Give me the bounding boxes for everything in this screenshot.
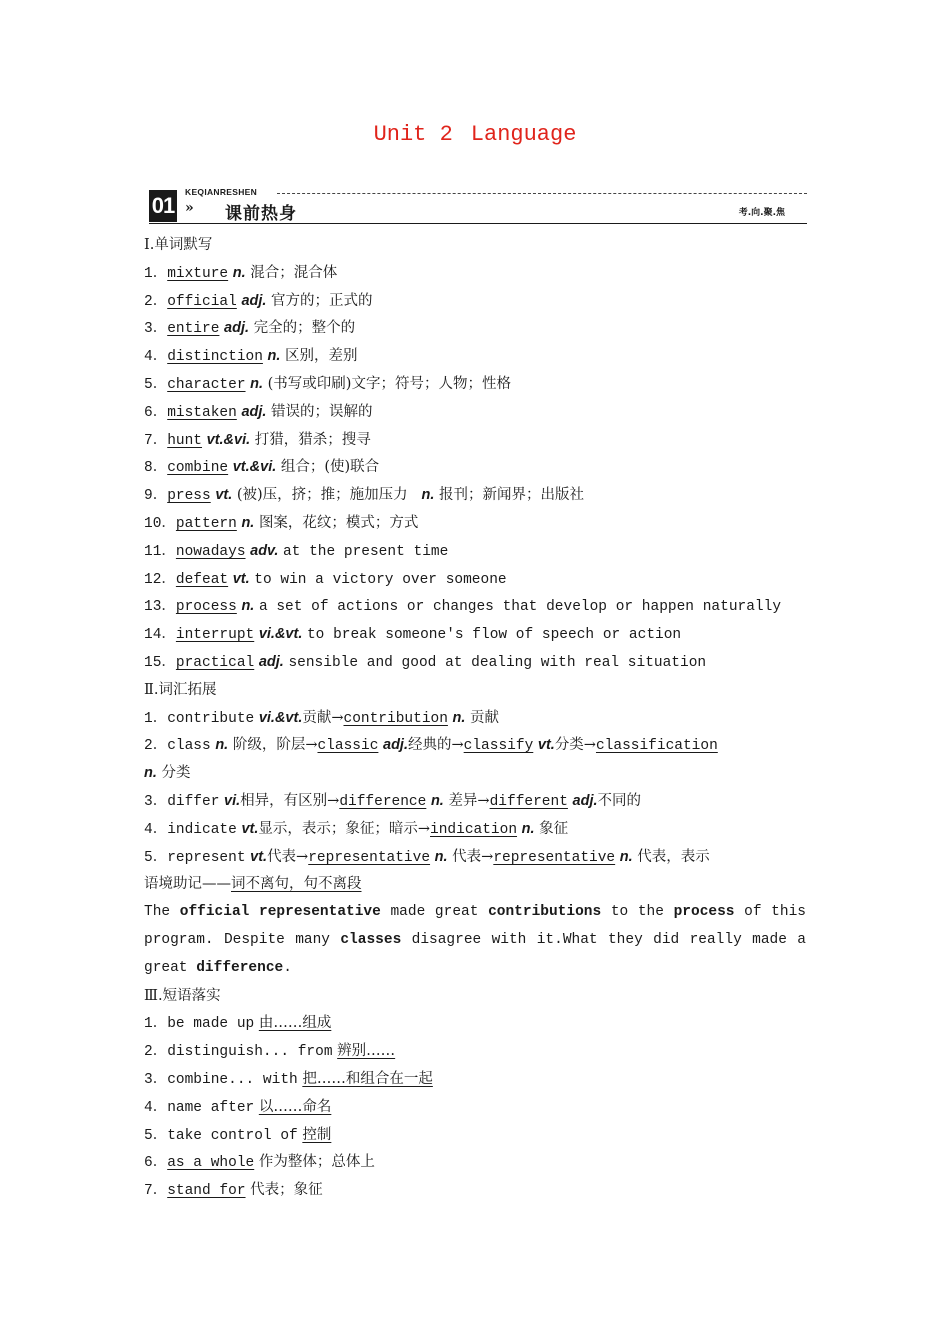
key-word: official xyxy=(179,904,250,921)
item-number: 10． xyxy=(144,515,176,532)
unit-number: Unit 2 xyxy=(373,122,453,147)
page-title xyxy=(0,122,950,147)
banner-title: 课前热身 xyxy=(225,204,297,224)
section-banner xyxy=(149,187,807,225)
answer-blank: practical xyxy=(175,654,255,671)
context-text: to the xyxy=(601,904,674,921)
worksheet-content xyxy=(144,232,808,1205)
word-row xyxy=(144,371,808,399)
answer-blank: different xyxy=(489,793,568,810)
definition: (书写或印刷)文字；符号；人物；性格 xyxy=(267,375,511,392)
word-row xyxy=(144,538,808,566)
phrase-row xyxy=(144,1094,808,1122)
answer-blank: 控制 xyxy=(302,1126,332,1143)
phrase-row xyxy=(144,1066,808,1094)
answer-blank: classification xyxy=(595,738,718,755)
item-number: 4． xyxy=(144,349,168,366)
word-row xyxy=(144,399,808,427)
answer-blank: character xyxy=(167,376,246,393)
answer-blank: as a whole xyxy=(167,1155,255,1172)
part-of-speech: n. xyxy=(241,514,255,531)
context-text xyxy=(249,904,259,920)
item-number: 6． xyxy=(144,1155,168,1172)
phrase-meaning: 作为整体；总体上 xyxy=(258,1154,375,1171)
item-number: 8． xyxy=(144,460,168,477)
item-number: 1． xyxy=(144,1016,168,1033)
answer-blank: official xyxy=(167,293,237,310)
definition: a set of actions or changes that develop or happen naturally xyxy=(258,599,782,616)
answer-blank: defeat xyxy=(175,571,229,588)
answer-blank: 以……命名 xyxy=(258,1098,332,1115)
part-of-speech: n. xyxy=(250,375,264,392)
section-number-badge: 01 xyxy=(149,190,177,222)
item-number: 7． xyxy=(144,432,168,449)
phrase-row xyxy=(144,1010,808,1038)
part-of-speech: adv. xyxy=(250,542,279,559)
vocab-row: 3．differ vi.相异，有区别→difference n. 差异→different adj.不同的 xyxy=(144,792,642,810)
part-of-speech: adj. xyxy=(258,653,284,670)
part-of-speech: vt. xyxy=(215,487,233,504)
key-word: process xyxy=(673,904,735,921)
word-row xyxy=(144,593,808,621)
word-row xyxy=(144,482,808,510)
answer-blank: classic xyxy=(317,738,379,755)
phrase-row xyxy=(144,1177,808,1205)
item-number: 7． xyxy=(144,1183,168,1200)
part-of-speech: adj. xyxy=(224,320,250,337)
part-of-speech: n. xyxy=(267,348,281,365)
key-word: difference xyxy=(196,959,284,976)
word-row xyxy=(144,566,808,594)
phrase: combine... with xyxy=(167,1071,298,1088)
part-of-speech: n. xyxy=(241,598,255,615)
item-number: 4． xyxy=(144,1099,168,1116)
word-row xyxy=(144,649,808,677)
vocab-row-continued: n. 分类 xyxy=(144,765,191,782)
item-number: 12． xyxy=(144,571,176,588)
word-row xyxy=(144,454,808,482)
memory-aid-heading: 语境助记——词不离句，句不离段 xyxy=(144,876,362,893)
vocab-row: 1．contribute vi.&vt.贡献→contribution n. 贡献 xyxy=(144,709,500,727)
context-text: made great xyxy=(380,904,489,921)
phrase-row xyxy=(144,1149,808,1177)
item-number: 3． xyxy=(144,321,168,338)
phrase-row xyxy=(144,1122,808,1150)
definition: 报刊；新闻界；出版社 xyxy=(439,487,585,504)
answer-blank: 把……和组合在一起 xyxy=(302,1070,433,1087)
word-row xyxy=(144,427,808,455)
word-row xyxy=(144,315,808,343)
part-of-speech: adj. xyxy=(241,403,267,420)
answer-blank: nowadays xyxy=(175,543,246,560)
word-row xyxy=(144,260,808,288)
answer-blank: 由……组成 xyxy=(258,1015,332,1032)
item-number: 14． xyxy=(144,627,176,644)
item-number: 15． xyxy=(144,654,176,671)
answer-blank: hunt xyxy=(167,432,203,449)
vocab-row: 5．represent vt.代表→representative n. 代表→representative n. 代表，表示 xyxy=(144,848,710,866)
definition: sensible and good at dealing with real situation xyxy=(288,654,707,671)
definition: to win a victory over someone xyxy=(254,571,507,588)
item-number: 1． xyxy=(144,265,168,282)
key-word: classes xyxy=(340,931,402,948)
definition: 完全的；整个的 xyxy=(253,320,356,337)
answer-blank: process xyxy=(175,599,237,616)
item-number: 3． xyxy=(144,1071,168,1088)
definition: 错误的；误解的 xyxy=(271,403,373,420)
part-of-speech: vi.&vt. xyxy=(258,626,303,643)
answer-blank: entire xyxy=(167,321,220,338)
phrase: distinguish... from xyxy=(167,1044,333,1061)
section-heading: Ⅱ.词汇拓展 xyxy=(144,681,217,698)
banner-rule xyxy=(149,223,807,224)
definition: 区别，差别 xyxy=(285,348,358,365)
definition: 组合；(使)联合 xyxy=(280,459,380,476)
context-text: disagree with it.What they did really made a great xyxy=(144,931,806,976)
unit-name: Language xyxy=(470,122,577,147)
definition: 混合；混合体 xyxy=(250,264,338,281)
context-text: . xyxy=(283,959,292,976)
answer-blank: pattern xyxy=(175,515,237,532)
key-word: representative xyxy=(259,904,381,921)
item-number: 5． xyxy=(144,1127,168,1144)
answer-blank: representative xyxy=(493,849,616,866)
word-list xyxy=(144,260,808,677)
part-of-speech: vt.&vi. xyxy=(206,431,251,448)
item-number: 5． xyxy=(144,376,168,393)
answer-blank: interrupt xyxy=(175,627,255,644)
banner-pinyin: KEQIANRESHEN xyxy=(185,187,258,197)
banner-dashed-rule xyxy=(277,193,807,194)
definition: (被)压，挤；推；施加压力 xyxy=(236,487,408,504)
answer-blank: mixture xyxy=(167,265,229,282)
part-of-speech: vt.&vi. xyxy=(232,459,277,476)
item-number: 11． xyxy=(144,543,176,560)
word-row xyxy=(144,288,808,316)
chevron-icon: » xyxy=(185,200,194,216)
context-paragraph xyxy=(144,899,806,982)
answer-blank: 辨别…… xyxy=(337,1043,396,1060)
item-number: 9． xyxy=(144,488,168,505)
item-number: 2． xyxy=(144,293,168,310)
answer-blank: difference xyxy=(339,793,427,810)
answer-blank: stand for xyxy=(167,1183,246,1200)
section-heading: Ⅰ.单词默写 xyxy=(144,237,213,253)
phrase-row xyxy=(144,1038,808,1066)
part-of-speech: n. xyxy=(421,487,435,504)
part-of-speech: adj. xyxy=(241,292,267,309)
answer-blank: mistaken xyxy=(167,404,237,421)
vocab-row: 2．class n. 阶级，阶层→classic adj.经典的→classify vt.分类→classification xyxy=(144,737,718,755)
definition: 打猎，猎杀；搜寻 xyxy=(254,431,371,448)
context-text: of this program. Despite many xyxy=(144,904,806,948)
answer-blank: classify xyxy=(463,738,534,755)
phrase: take control of xyxy=(167,1127,298,1144)
word-row xyxy=(144,621,808,649)
answer-blank: representative xyxy=(308,849,431,866)
word-row xyxy=(144,510,808,538)
word-row xyxy=(144,343,808,371)
answer-blank: combine xyxy=(167,460,229,477)
answer-blank: distinction xyxy=(167,349,263,366)
phrase-list xyxy=(144,1010,808,1205)
key-word: contributions xyxy=(488,904,602,921)
phrase: name after xyxy=(167,1099,255,1116)
phrase: be made up xyxy=(167,1016,255,1033)
definition: to break someone's flow of speech or action xyxy=(306,627,682,644)
answer-blank: contribution xyxy=(343,710,448,727)
vocab-row: 4．indicate vt.显示，表示；象征；暗示→indication n. 象征 xyxy=(144,820,569,838)
item-number: 13． xyxy=(144,599,176,616)
context-text: The xyxy=(144,904,180,921)
part-of-speech: n. xyxy=(232,264,246,281)
answer-blank: press xyxy=(167,488,211,505)
definition: 图案，花纹；模式；方式 xyxy=(258,514,419,531)
definition: at the present time xyxy=(282,543,449,560)
answer-blank: indication xyxy=(430,821,518,838)
phrase-meaning: 代表；象征 xyxy=(250,1182,323,1199)
definition: 官方的；正式的 xyxy=(271,292,373,309)
item-number: 2． xyxy=(144,1044,168,1061)
section-heading: Ⅲ.短语落实 xyxy=(144,987,221,1004)
part-of-speech: vt. xyxy=(232,570,250,587)
banner-right-label: 考.向.聚.焦 xyxy=(738,208,785,218)
item-number: 6． xyxy=(144,404,168,421)
